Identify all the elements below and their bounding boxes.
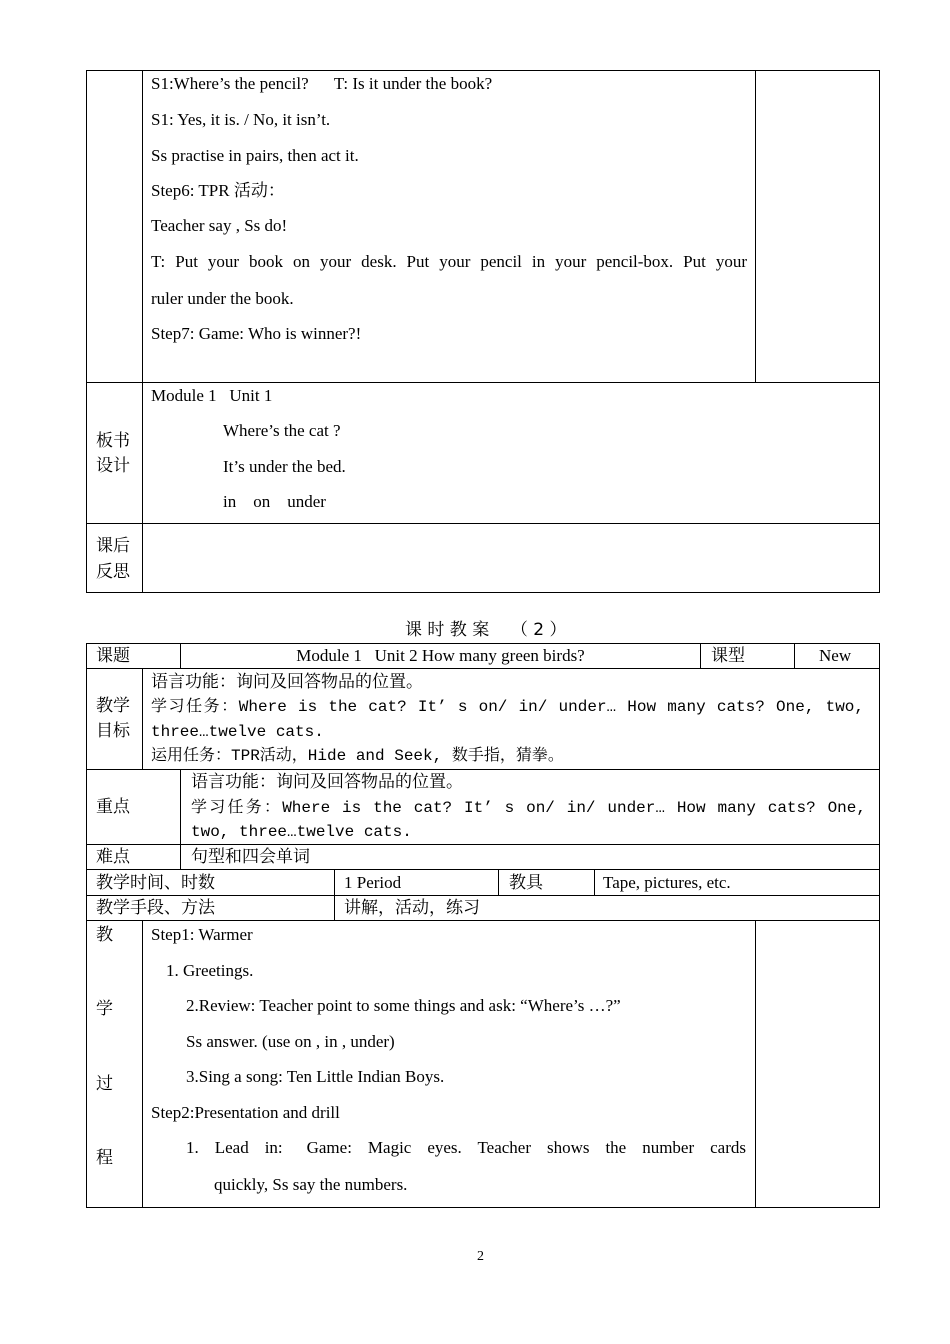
process-line: S1:Where’s the pencil? T: Is it under the book?: [151, 74, 493, 93]
process-line: Ss practise in pairs, then act it.: [151, 146, 359, 165]
process-step-line: 1. Lead in: Game: Magic eyes. Teacher shows the number cards: [186, 1138, 746, 1157]
topic-value: Module 1 Unit 2 How many green birds?: [296, 646, 585, 665]
board-line: Where’s the cat ?: [223, 421, 341, 440]
process-step-line: quickly, Ss say the numbers.: [214, 1175, 408, 1194]
section-title: 课 时 教 案 （ 2 ）: [405, 620, 567, 640]
key-point-line: 学习任务：Where is the cat? It’ s on/ in/ under… How many cats? One,: [191, 799, 866, 817]
process-line: S1: Yes, it is. / No, it isn’t.: [151, 110, 331, 129]
difficult-point-value: 句型和四会单词: [191, 847, 310, 867]
type-label: 课型: [711, 646, 745, 666]
board-line: in on under: [223, 492, 326, 511]
process-label-char: 程: [96, 1148, 113, 1168]
goal-line: 学习任务：Where is the cat? It’ s on/ in/ under… How many cats? One, two,: [151, 698, 864, 716]
goal-label: 目标: [96, 721, 130, 741]
type-value: New: [819, 646, 852, 665]
goal-label: 教学: [96, 696, 130, 716]
process-step-line: 2.Review: Teacher point to some things and ask: “Where’s …?”: [186, 996, 621, 1015]
reflection-label: 反思: [96, 562, 130, 582]
process-label-char: 学: [96, 999, 113, 1019]
process-step-line: Ss answer. (use on , in , under): [186, 1032, 395, 1051]
goal-line: 运用任务：TPR活动，Hide and Seek, 数手指，猜拳。: [151, 747, 564, 765]
process-step-line: 1. Greetings.: [166, 961, 254, 980]
process-line: Step6: TPR 活动：: [151, 181, 285, 200]
goal-line: three…twelve cats.: [151, 723, 324, 741]
reflection-label: 课后: [96, 536, 130, 556]
teaching-time-label: 教学时间、时数: [96, 873, 215, 893]
process-step-line: 3.Sing a song: Ten Little Indian Boys.: [186, 1067, 445, 1086]
process-line: Teacher say , Ss do!: [151, 216, 288, 235]
process-label-char: 过: [96, 1074, 113, 1094]
process-label-char: 教: [96, 925, 113, 945]
board-line: It’s under the bed.: [223, 457, 346, 476]
board-design-label: 板书: [96, 431, 130, 451]
teaching-method-label: 教学手段、方法: [96, 898, 215, 918]
process-line: ruler under the book.: [151, 289, 294, 308]
teaching-aids-label: 教具: [509, 873, 543, 893]
key-point-line: two, three…twelve cats.: [191, 823, 412, 841]
teaching-time-value: 1 Period: [344, 873, 402, 892]
process-line: Step7: Game: Who is winner?!: [151, 324, 362, 343]
topic-label: 课题: [96, 646, 130, 666]
board-design-label: 设计: [96, 456, 130, 476]
teaching-aids-value: Tape, pictures, etc.: [603, 873, 731, 892]
process-step-line: Step2:Presentation and drill: [151, 1103, 340, 1122]
process-step-line: Step1: Warmer: [151, 925, 253, 944]
teaching-method-value: 讲解，活动，练习: [344, 898, 480, 918]
page-number: 2: [477, 1249, 484, 1264]
key-point-label: 重点: [96, 797, 130, 817]
key-point-line: 语言功能：询问及回答物品的位置。: [191, 772, 463, 792]
board-line: Module 1 Unit 1: [151, 386, 273, 405]
difficult-point-label: 难点: [96, 847, 130, 867]
goal-line: 语言功能：询问及回答物品的位置。: [151, 672, 423, 692]
process-line: T: Put your book on your desk. Put your pencil in your pencil-box. Put your: [151, 252, 747, 271]
